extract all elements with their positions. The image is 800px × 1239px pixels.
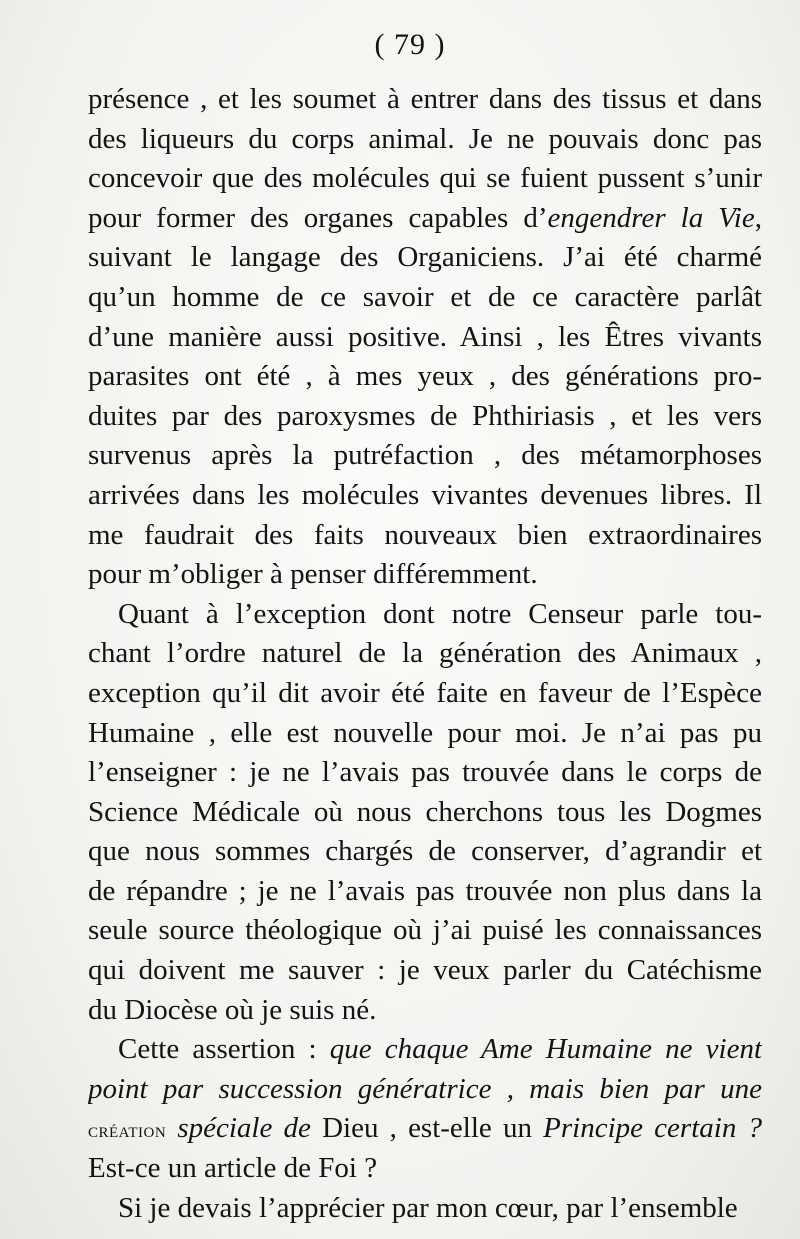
text-run: Quant à l’exception dont notre Censeur parle tou-: [118, 597, 762, 630]
text-run: point par succession génératrice , mais bien par une: [88, 1072, 762, 1105]
text-line: [88, 832, 762, 872]
text-run: engendrer la Vie: [547, 201, 755, 234]
text-run: ,: [754, 201, 762, 234]
text-line: [88, 595, 762, 635]
text-line: [88, 357, 762, 397]
text-run: de répandre ; je ne l’avais pas trouvée non plus dans la: [88, 874, 762, 907]
text-line: [88, 714, 762, 754]
text-line: [88, 911, 762, 951]
page-number: ( 79 ): [374, 28, 446, 61]
text-run: suivant le langage des Organiciens. J’ai été charmé: [88, 241, 762, 274]
text-run: que nous sommes chargés de conserver, d’agrandir et: [88, 835, 762, 868]
text-line: [88, 516, 762, 556]
text-run: Dieu , est-elle un: [322, 1112, 544, 1145]
text-line: [88, 991, 762, 1031]
text-run: spéciale de: [166, 1112, 323, 1145]
text-run: pour former des organes capables d’: [88, 201, 548, 234]
text-line: [88, 951, 762, 991]
text-run: qu’un homme de ce savoir et de ce caractère parlât: [88, 280, 762, 313]
text-run: Science Médicale où nous cherchons tous les Dogmes: [88, 795, 762, 828]
text-run: survenus après la putréfaction , des métamorphoses: [88, 439, 762, 472]
text-run: concevoir que des molécules qui se fuient pussent s’unir: [88, 162, 762, 195]
text-run: seule source théologique où j’ai puisé les connaissances: [88, 914, 762, 947]
text-line: [88, 436, 762, 476]
text-line: [88, 793, 762, 833]
text-run: pour m’obliger à penser différemment.: [88, 558, 538, 591]
text-line: [88, 1109, 762, 1149]
text-line: [88, 318, 762, 358]
text-run: qui doivent me sauver : je veux parler du Catéchisme: [88, 954, 762, 987]
body-text: [88, 80, 762, 1228]
text-run: que chaque Ame Humaine ne vient: [329, 1033, 762, 1066]
text-run: Principe certain ?: [543, 1112, 762, 1145]
text-line: [88, 1070, 762, 1110]
text-run: l’enseigner : je ne l’avais pas trouvée dans le corps de: [88, 756, 762, 789]
text-line: [88, 634, 762, 674]
text-line: [88, 872, 762, 912]
text-line: [88, 278, 762, 318]
text-line: [88, 1030, 762, 1070]
text-run: Est-ce un article de Foi ?: [88, 1152, 378, 1185]
text-line: [88, 159, 762, 199]
text-line: [88, 476, 762, 516]
text-run: des liqueurs du corps animal. Je ne pouvais donc pas: [88, 122, 762, 155]
text-line: [88, 555, 762, 595]
text-run: Cette assertion :: [118, 1033, 330, 1066]
text-run: Si je devais l’apprécier par mon cœur, par l’ensemble: [118, 1191, 738, 1224]
text-run: Humaine , elle est nouvelle pour moi. Je n’ai pas pu: [88, 716, 762, 749]
text-line: [88, 397, 762, 437]
text-run: présence , et les soumet à entrer dans des tissus et dans: [88, 83, 762, 115]
text-line: [88, 120, 762, 160]
text-line: [88, 674, 762, 714]
text-run: exception qu’il dit avoir été faite en faveur de l’Espèce: [88, 676, 762, 709]
text-run: arrivées dans les molécules vivantes devenues libres. Il: [88, 478, 762, 511]
text-run: parasites ont été , à mes yeux , des générations pro-: [88, 360, 762, 393]
text-line: [88, 238, 762, 278]
text-line: [88, 1149, 762, 1189]
text-run: chant l’ordre naturel de la génération des Animaux ,: [88, 637, 762, 670]
text-line: [88, 199, 762, 239]
text-line: [88, 1189, 762, 1229]
text-line: [88, 753, 762, 793]
text-line: [88, 80, 762, 120]
text-run: d’une manière aussi positive. Ainsi , les Êtres vivants: [88, 320, 762, 353]
text-run: duites par des paroxysmes de Phthiriasis , et les vers: [88, 399, 762, 432]
text-run: me faudrait des faits nouveaux bien extraordinaires: [88, 518, 762, 551]
text-run: du Diocèse où je suis né.: [88, 993, 377, 1026]
text-run: création: [88, 1117, 167, 1143]
